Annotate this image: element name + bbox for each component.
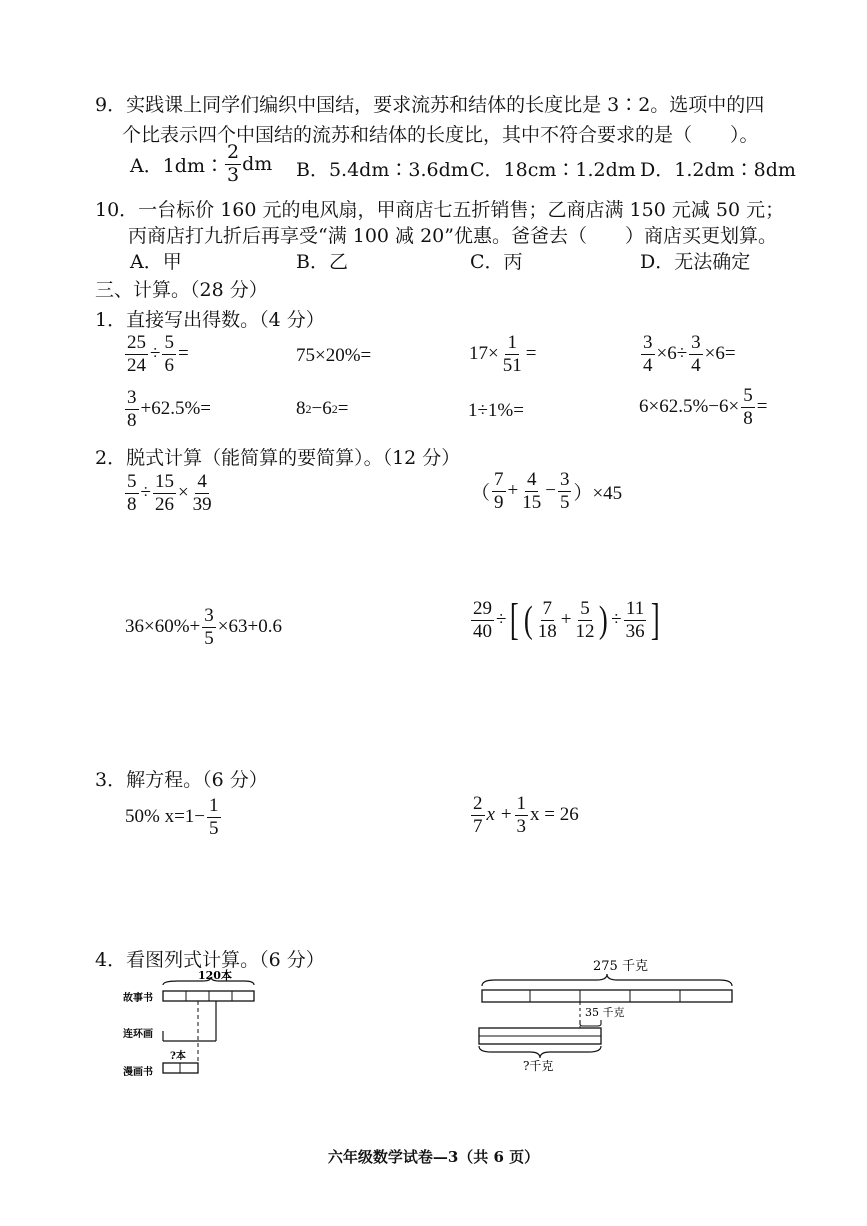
close-bracket: ] [650,595,660,644]
p3-equation-2 [470,794,580,837]
total-weight-label: 275 千克 [593,959,648,974]
operator: + [560,609,572,630]
middle: ×6÷ [656,343,688,365]
numerator: 4 [526,469,537,490]
close-paren: ）×45 [573,482,623,504]
books-bar-diagram [118,965,268,1085]
denominator: 8 [127,409,137,431]
p3-equation-1 [124,796,222,839]
numerator: 5 [743,385,753,406]
denominator: 6 [164,354,174,376]
p2-expr-1 [124,472,215,515]
numerator: 5 [127,471,137,492]
denominator: 36 [625,620,645,642]
denominator: 3 [227,163,240,186]
part-2-title: 2．脱式计算（能简算的要简算）。（12 分） [95,447,461,469]
part-3-title: 3．解方程。（6 分） [95,769,268,791]
numerator: 5 [580,597,590,619]
p1-expr-4 [640,333,737,376]
q9-option-a-prefix: A．1dm∶ [130,154,224,177]
open-paren: （ [471,482,491,504]
denominator: 40 [473,620,492,642]
suffix: ×6= [704,343,736,365]
numerator: 4 [197,471,207,492]
denominator: 9 [494,491,504,513]
part-1-title: 1．直接写出得数。（4 分） [95,309,325,331]
p1-expr-8 [638,386,768,429]
q10-line1: 10．一台标价 160 元的电风扇，甲商店七五折销售；乙商店满 150 元减 50 元； [95,199,785,221]
q10-line2: 丙商店打九折后再享受“满 100 减 20”优惠。爸爸去（ ）商店买更划算。 [128,225,777,247]
row-comic-label: 连环画 [123,1029,153,1040]
q9-option-d: D．1.2dm∶8dm [640,159,796,181]
operator: × [177,482,189,504]
exponent: 2 [331,401,338,416]
numerator: 3 [127,387,137,408]
q9-option-a [130,143,272,186]
prefix: 36×60%+ [125,616,201,638]
suffix: +62.5%= [140,398,212,420]
q9-line1: 9．实践课上同学们编织中国结，要求流苏和结体的长度比是 3∶2。选项中的四 [95,94,765,116]
p2-expr-4 [470,595,662,644]
p1-expr-3 [468,333,537,376]
total-brace [482,974,732,986]
numerator: 1 [209,795,219,816]
numerator: 15 [154,471,174,492]
numerator: 3 [559,469,570,490]
numerator: 3 [204,605,214,626]
denominator: 8 [743,407,753,429]
base: 8 [296,398,306,419]
row-story-label: 故事书 [123,993,153,1004]
p2-expr-2 [470,470,623,513]
open-bracket: [ [510,595,520,644]
q10-option-d: D．无法确定 [640,251,751,273]
denominator: 5 [559,491,570,513]
denominator: 18 [537,620,557,642]
denominator: 3 [516,815,527,837]
page-footer: 六年级数学试卷—3（共 6 页） [327,1148,540,1166]
denominator: 5 [209,817,219,839]
difference-label: 35 千克 [585,1006,625,1019]
numerator: 7 [542,597,552,619]
prefix: 17× [469,343,499,365]
p1-expr-6 [296,398,348,420]
equals: = [756,396,768,418]
q10-option-b: B．乙 [296,251,348,273]
denominator: 15 [522,491,542,513]
middle: x + [486,804,513,826]
numerator: 11 [625,597,645,619]
q9-option-b: B．5.4dm∶3.6dm [296,159,469,181]
denominator: 8 [127,493,137,515]
numerator: 29 [473,597,492,619]
equals: = [525,343,537,365]
q9-option-a-suffix: dm [242,153,273,176]
suffix: x = 26 [530,804,579,826]
operator: + [507,480,519,502]
denominator: 7 [473,815,483,837]
denominator: 24 [127,354,146,376]
p1-expr-2: 75×20%= [296,345,372,366]
unknown-weight-label: ?千克 [523,1059,554,1073]
difference-brace [580,1020,601,1026]
prefix: 6×62.5%−6× [639,396,740,418]
operator: − [545,480,556,502]
denominator: 4 [643,354,653,376]
q10-option-c: C．丙 [470,251,523,273]
operator: ÷ [611,609,622,630]
close-paren: ) [599,599,609,641]
operator: ÷ [150,343,161,365]
q9-option-a-fraction [225,143,241,186]
numerator: 3 [643,332,653,353]
exponent: 2 [305,401,312,416]
bottom-brace [479,1046,601,1058]
section-3-title: 三、计算。（28 分） [95,279,268,301]
operator: ÷ [140,482,151,504]
p2-expr-3 [124,606,283,649]
minus-base: −6 [311,398,332,419]
q9-line2: 个比表示四个中国结的流苏和结体的长度比，其中不符合要求的是（ ）。 [122,124,759,146]
suffix: ×63+0.6 [217,616,282,638]
equals: = [177,343,189,365]
denominator: 5 [204,627,214,649]
p1-expr-7: 1÷1%= [468,400,524,421]
q9-option-c: C．18cm∶1.2dm [470,159,636,181]
total-books-label: 120本 [198,969,232,982]
part-4-title: 4．看图列式计算。（6 分） [95,949,325,971]
numerator: 5 [164,332,174,353]
equals: = [337,398,349,419]
numerator: 25 [127,332,146,353]
denominator: 39 [192,493,212,515]
weight-bar-diagram [475,952,740,1077]
numerator: 3 [691,332,701,353]
open-paren: ( [523,599,533,641]
top-bar [482,990,732,1002]
operator: ÷ [496,609,507,630]
p1-expr-5 [124,388,212,431]
row-manga-label: 漫画书 [123,1067,153,1078]
denominator: 26 [154,493,174,515]
p1-expr-1 [124,333,190,376]
numerator: 7 [494,469,504,490]
prefix: 50% x=1− [125,806,206,828]
numerator: 1 [516,793,527,814]
manga-question-label: ?本 [170,1051,186,1062]
denominator: 12 [575,620,595,642]
denominator: 4 [691,354,701,376]
q10-option-a: A．甲 [130,251,182,273]
numerator: 2 [227,141,240,163]
numerator: 1 [507,332,517,353]
numerator: 2 [473,793,483,814]
denominator: 51 [502,354,522,376]
